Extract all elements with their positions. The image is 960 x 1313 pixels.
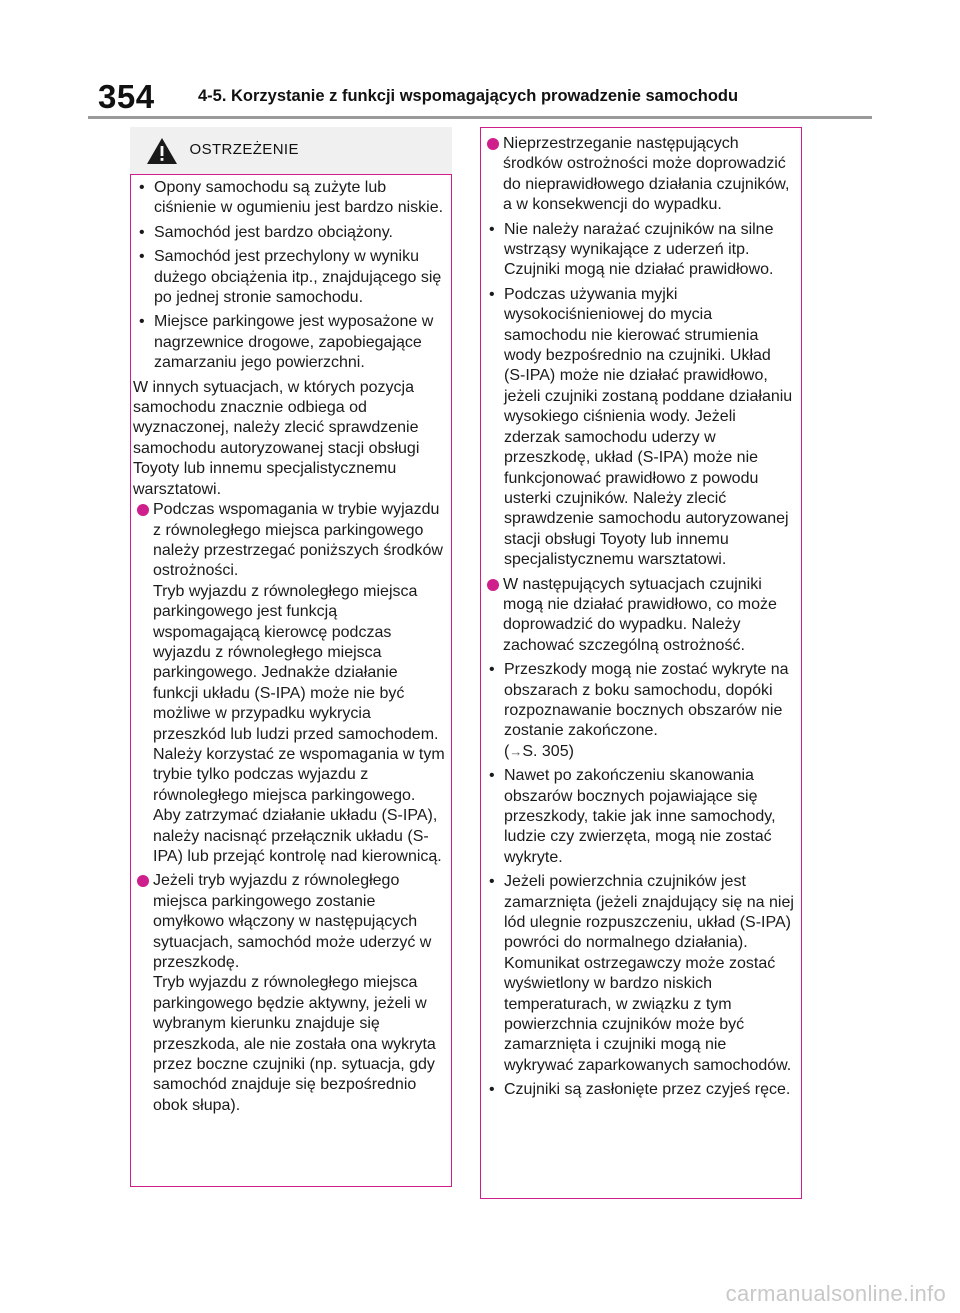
- list-item: • Nie należy narażać czujników na silne wstrząsy wynikające z uderzeń itp. Czujniki mogą nie działać prawidłowo.: [489, 220, 774, 279]
- warning-content-right: [481, 134, 801, 1105]
- list-item: • Miejsce parkingowe jest wyposażone w nagrzewnice drogowe, zapobiegające zamarzaniu jego powierzchni.: [139, 313, 434, 372]
- list-item: • Jeżeli powierzchnia czujników jest zamarznięta (jeżeli znajdujący się na niej lód ulegnie rozpuszczeniu, układ (S-IPA) powróci do normalnego działania). Komunikat ostrzegawczy może zostać wyświetlony w bardzo niskich temperaturach, w związku z tym powierzchnia czujników może być zamarznięta i czujniki mogą nie wykrywać zaparkowanych samochodów.: [489, 873, 794, 1074]
- page-number: 354: [98, 78, 155, 115]
- list-item: • Podczas używania myjki wysokociśnieniowej do mycia samochodu nie kierować strumienia wody bezpośrednio na czujniki. Układ (S-IPA) może nie działać prawidłowo, jeżeli czujniki zostaną poddane działaniu wysokiego ciśnienia wody. Jeżeli zderzak samochodu uderzy w przeszkodę, układ (S-IPA) może nie funkcjonować prawidłowo z powodu usterki czujników. Należy zlecić sprawdzenie samochodu autoryzowanej stacji obsługi Toyoty lub innemu specjalistycznemu warsztatowi.: [489, 285, 793, 569]
- list-item: • Nawet po zakończeniu skanowania obszarów bocznych pojawiające się przeszkody, takie jak inne samochody, ludzie czy zwierzęta, mogą nie zostać wykryte.: [489, 767, 776, 866]
- list-item: • Opony samochodu są zużyte lub ciśnienie w ogumieniu jest bardzo niskie.: [139, 179, 444, 217]
- warning-box-right: [480, 127, 802, 1199]
- caution-item: Nieprzestrzeganie następujących środków ostrożności może doprowadzić do nieprawidłowego działania czujników, a w konsekwencji do wypadku.: [481, 134, 801, 216]
- page-header: [88, 76, 872, 116]
- caution-item: W następujących sytuacjach czujniki mogą nie działać prawidłowo, co może doprowadzić do wypadku. Należy zachować szczególną ostrożność.: [481, 575, 801, 657]
- warning-header: [130, 127, 452, 175]
- list-item: • Samochód jest przechylony w wyniku dużego obciążenia itp., znajdującego się po jednej stronie samochodu.: [139, 248, 442, 307]
- list-item: • Przeszkody mogą nie zostać wykryte na obszarach z boku samochodu, dopóki rozpoznawanie bocznych obszarów nie zostanie zakończone. (→S. 305): [489, 661, 789, 760]
- caution-item: Podczas wspomagania w trybie wyjazdu z równoległego miejsca parkingowego należy przestrzegać poniższych środków ostrożności. Tryb wyjazdu z równoległego miejsca parkingowego jest funkcją wspomagającą kierowcę podczas wyjazdu z równoległego miejsca parkingowego. Jednakże działanie funkcji układu (S-IPA) może nie być możliwe w przypadku wykrycia przeszkód lub ludzi przed samochodem. Należy korzystać ze wspomagania w tym trybie tylko podczas wyjazdu z równoległego miejsca parkingowego. Aby zatrzymać działanie układu (S-IPA), należy nacisnąć przełącznik układu (S-IPA) lub przejąć kontrolę nad kierownicą.: [131, 500, 451, 867]
- watermark: carmanualsonline.info: [725, 1281, 946, 1306]
- caution-item: Jeżeli tryb wyjazdu z równoległego miejsca parkingowego zostanie omyłkowo włączony w następujących sytuacjach, samochód może uderzyć w przeszkodę. Tryb wyjazdu z równoległego miejsca parkingowego będzie aktywny, jeżeli w wybranym kierunku znajduje się przeszkoda, ale nie została ona wykryta przez boczne czujniki (np. sytuacja, gdy samochód znajduje się bezpośrednio obok słupa).: [131, 871, 451, 1116]
- warning-box-left: [130, 127, 452, 1187]
- list-item: • Samochód jest bardzo obciążony.: [139, 223, 393, 241]
- circle-bullet-icon: [137, 504, 149, 516]
- circle-bullet-icon: [137, 875, 149, 887]
- header-divider: [88, 116, 872, 119]
- list-item: • Czujniki są zasłonięte przez czyjeś ręce.: [489, 1081, 791, 1099]
- circle-bullet-icon: [487, 579, 499, 591]
- warning-content-left: [131, 178, 451, 1120]
- arrow-icon: →: [509, 743, 523, 759]
- page-reference: S. 305: [522, 742, 569, 760]
- circle-bullet-icon: [487, 138, 499, 150]
- warning-label: OSTRZEŻENIE: [189, 140, 299, 158]
- section-title: 4-5. Korzystanie z funkcji wspomagających prowadzenie samochodu: [198, 87, 739, 105]
- body-paragraph: W innych sytuacjach, w których pozycja samochodu znacznie odbiega od wyznaczonej, należy zlecić sprawdzenie samochodu autoryzowanej stacji obsługi Toyoty lub innemu specjalistycznemu warsztatowi.: [133, 378, 420, 498]
- warning-triangle-icon: [146, 137, 178, 165]
